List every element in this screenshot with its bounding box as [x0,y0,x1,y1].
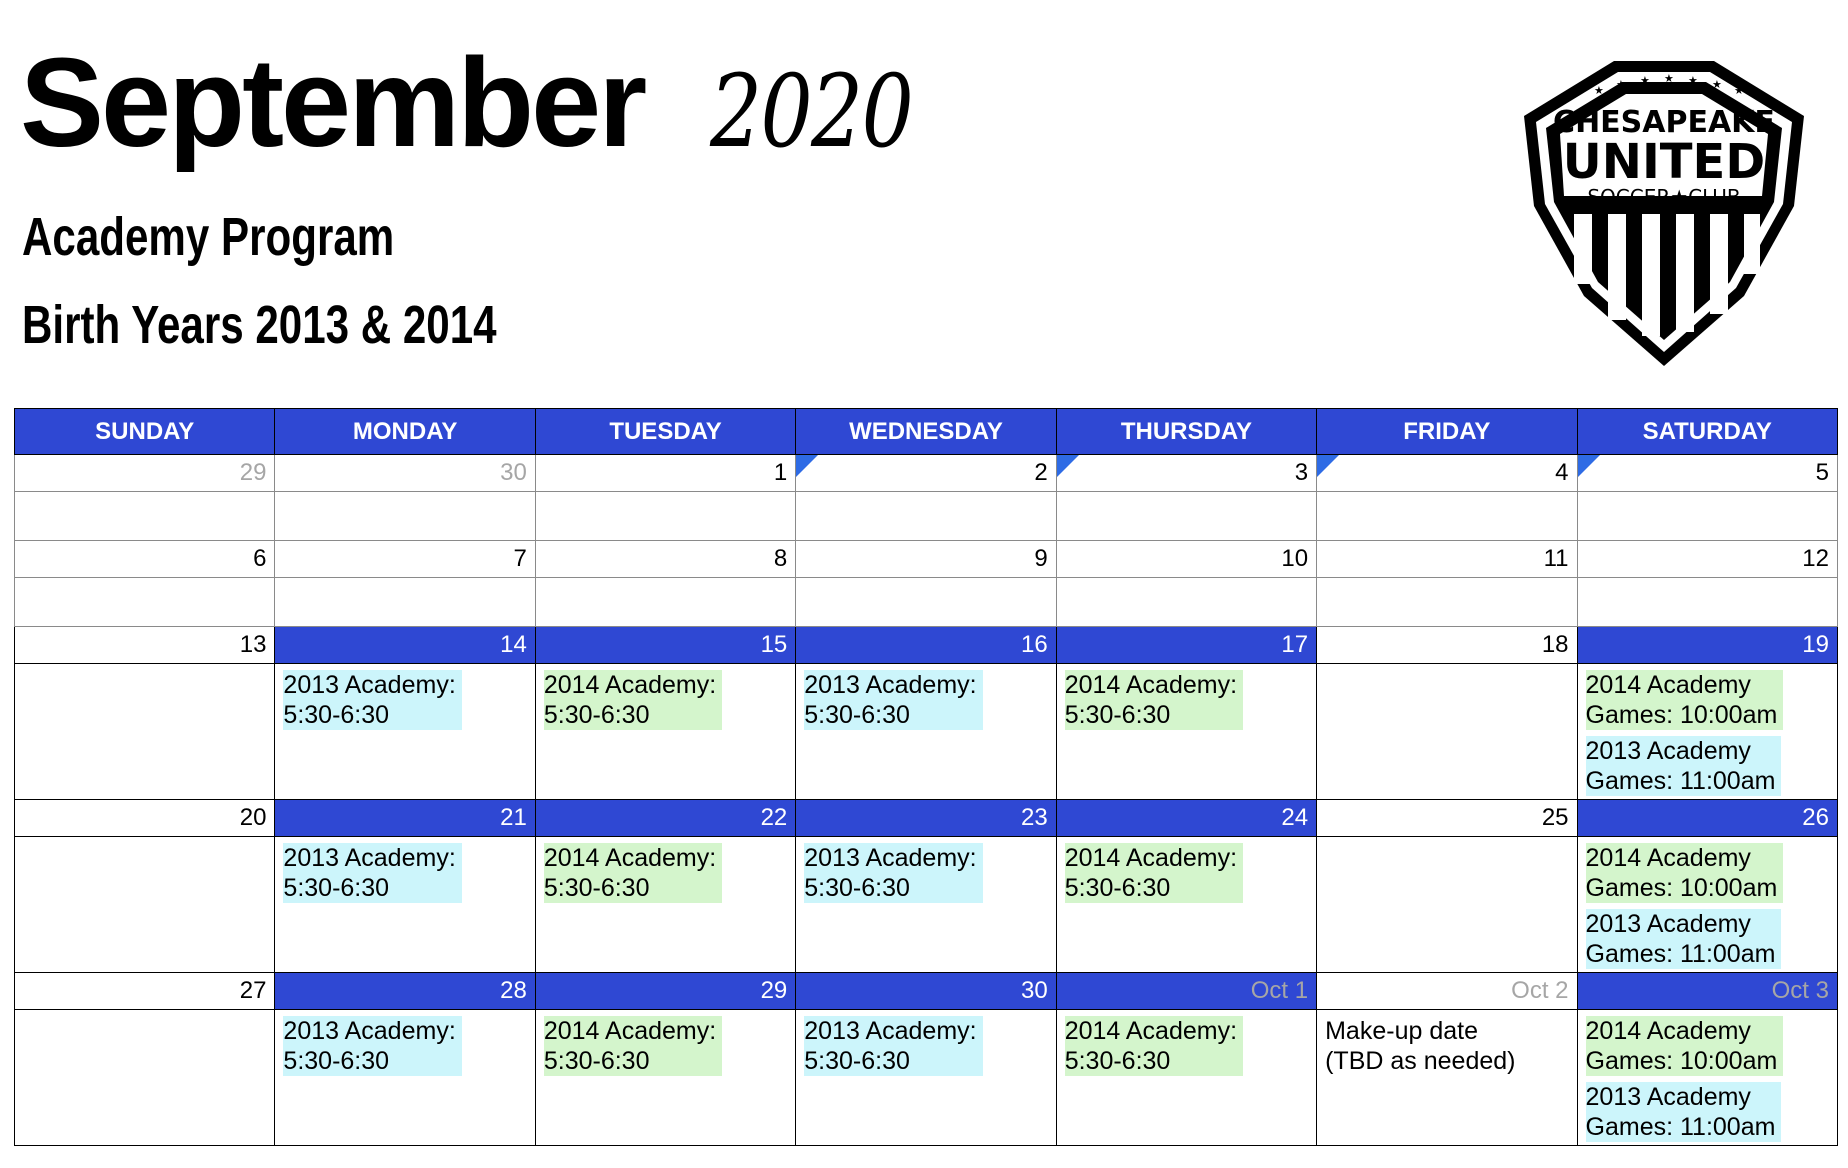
day-cell [275,837,535,973]
event-2013-games: 2013 Academy Games: 11:00am [1586,909,1782,969]
date-number: Oct 1 [1250,977,1309,1004]
program-title: Academy Program [22,207,395,267]
date-number: 4 [1555,459,1569,486]
day-cell [1317,492,1577,541]
day-cell [535,664,795,800]
logo-text-chesapeake: CHESAPEAKE [1553,105,1775,140]
day-cell [1577,664,1837,800]
week-4-events [15,837,1838,973]
event-2014-practice: 2014 Academy: 5:30-6:30 [1065,1016,1243,1076]
day-cell [1317,837,1577,973]
date-cell [15,455,275,492]
weekday-saturday: SATURDAY [1577,409,1837,455]
date-cell [1577,627,1837,664]
date-cell [275,455,535,492]
date-number: 29 [760,977,788,1004]
event-2014-games: 2014 Academy Games: 10:00am [1586,1016,1784,1076]
date-number: 26 [1802,804,1829,831]
date-cell [1317,455,1577,492]
svg-text:★: ★ [1712,78,1722,91]
week-3-events [15,664,1838,800]
date-cell [796,627,1056,664]
date-number: 24 [1281,804,1309,831]
day-cell [1056,578,1316,627]
date-cell [1056,973,1316,1010]
day-cell [1317,1010,1577,1146]
weekday-header-row [15,409,1838,455]
day-cell [275,578,535,627]
date-cell [535,627,795,664]
date-number: 11 [1543,545,1569,572]
date-number: 17 [1281,631,1309,658]
day-cell [796,664,1056,800]
logo-text-soccer-club: SOCCER★CLUB [1587,185,1741,209]
event-2013-games: 2013 Academy Games: 11:00am [1586,1082,1782,1142]
calendar-grid [14,408,1838,1146]
date-number: 29 [239,459,267,486]
week-1-events [15,492,1838,541]
week-2-events [15,578,1838,627]
event-2014-practice: 2014 Academy: 5:30-6:30 [1065,843,1243,903]
day-cell [275,664,535,800]
date-cell [275,800,535,837]
date-number: 19 [1802,631,1829,658]
comment-flag-icon [1578,455,1600,477]
weekday-monday: MONDAY [275,409,535,455]
day-cell [796,1010,1056,1146]
date-number: 2 [1034,459,1048,486]
day-cell [796,837,1056,973]
date-number: 14 [500,631,527,658]
event-2013-practice: 2013 Academy: 5:30-6:30 [804,670,982,730]
date-number: 3 [1294,459,1309,486]
event-2013-practice: 2013 Academy: 5:30-6:30 [283,843,461,903]
event-2013-practice: 2013 Academy: 5:30-6:30 [283,670,461,730]
date-number: 13 [239,631,267,658]
month-title: September [20,32,645,173]
club-logo [1494,46,1834,376]
day-cell [1056,837,1316,973]
day-cell [15,578,275,627]
day-cell [15,1010,275,1146]
date-cell [275,973,535,1010]
svg-text:★: ★ [1734,84,1744,97]
date-cell [1056,541,1316,578]
svg-text:★: ★ [1594,84,1604,97]
date-cell [1317,541,1577,578]
event-2014-games: 2014 Academy Games: 10:00am [1586,843,1784,903]
day-cell [796,578,1056,627]
day-cell [1317,578,1577,627]
date-cell [1317,800,1577,837]
svg-text:★: ★ [1664,72,1674,85]
day-cell [535,1010,795,1146]
svg-text:★: ★ [1640,74,1650,87]
event-2014-practice: 2014 Academy: 5:30-6:30 [1065,670,1243,730]
week-1-dates [15,455,1838,492]
date-number: 27 [239,977,267,1004]
date-cell [796,541,1056,578]
day-cell [1056,492,1316,541]
date-number: Oct 2 [1511,977,1569,1004]
day-cell [15,837,275,973]
svg-text:★: ★ [1688,74,1698,87]
event-2013-games: 2013 Academy Games: 11:00am [1586,736,1782,796]
date-cell [535,973,795,1010]
date-cell [1056,455,1316,492]
week-4-dates [15,800,1838,837]
date-number: 30 [500,459,527,486]
event-2014-practice: 2014 Academy: 5:30-6:30 [544,1016,722,1076]
date-cell [1056,800,1316,837]
day-cell [275,1010,535,1146]
date-cell [1577,541,1837,578]
date-cell [535,455,795,492]
date-number: 28 [500,977,527,1004]
day-cell [535,837,795,973]
day-cell [1056,1010,1316,1146]
comment-flag-icon [1057,455,1079,477]
day-cell [535,492,795,541]
week-5-dates [15,973,1838,1010]
date-cell [1577,800,1837,837]
week-2-dates [15,541,1838,578]
date-number: 5 [1815,459,1829,486]
svg-text:★: ★ [1616,78,1626,91]
event-2014-practice: 2014 Academy: 5:30-6:30 [544,670,722,730]
day-cell [275,492,535,541]
date-cell [15,800,275,837]
date-number: 9 [1034,545,1048,572]
date-cell [275,541,535,578]
logo-text-united: UNITED [1562,134,1766,190]
event-make-up-date: Make-up date (TBD as needed) [1325,1017,1516,1075]
date-cell [535,800,795,837]
date-number: 20 [239,804,267,831]
date-cell [796,800,1056,837]
date-number: 21 [500,804,527,831]
date-number: 10 [1281,545,1309,572]
date-cell [1577,973,1837,1010]
day-cell [1577,837,1837,973]
date-number: 30 [1020,977,1048,1004]
date-cell [796,973,1056,1010]
day-cell [15,492,275,541]
day-cell [1577,578,1837,627]
day-cell [1577,1010,1837,1146]
event-2014-games: 2014 Academy Games: 10:00am [1586,670,1784,730]
calendar [14,408,1838,1146]
birth-years-title: Birth Years 2013 & 2014 [22,295,497,355]
date-cell [1317,973,1577,1010]
date-number: 1 [773,459,788,486]
date-number: 23 [1020,804,1048,831]
date-cell [1577,455,1837,492]
date-number: 18 [1541,631,1569,658]
day-cell [535,578,795,627]
event-2013-practice: 2013 Academy: 5:30-6:30 [804,843,982,903]
event-2014-practice: 2014 Academy: 5:30-6:30 [544,843,722,903]
week-3-dates [15,627,1838,664]
date-number: Oct 3 [1771,977,1829,1004]
date-cell [1056,627,1316,664]
date-cell [535,541,795,578]
weekday-friday: FRIDAY [1317,409,1577,455]
day-cell [15,664,275,800]
date-number: 7 [513,545,527,572]
date-number: 8 [773,545,788,572]
date-number: 16 [1020,631,1048,658]
comment-flag-icon [1317,455,1339,477]
day-cell [1056,664,1316,800]
weekday-sunday: SUNDAY [15,409,275,455]
weekday-tuesday: TUESDAY [535,409,795,455]
date-number: 22 [760,804,788,831]
date-number: 25 [1541,804,1569,831]
date-cell [275,627,535,664]
day-cell [796,492,1056,541]
date-cell [15,973,275,1010]
date-cell [15,627,275,664]
weekday-wednesday: WEDNESDAY [796,409,1056,455]
date-cell [1317,627,1577,664]
event-2013-practice: 2013 Academy: 5:30-6:30 [283,1016,461,1076]
comment-flag-icon [796,455,818,477]
week-5-events [15,1010,1838,1146]
year-title: 2020 [710,53,913,170]
date-cell [15,541,275,578]
event-2013-practice: 2013 Academy: 5:30-6:30 [804,1016,982,1076]
day-cell [1577,492,1837,541]
date-cell [796,455,1056,492]
day-cell [1317,664,1577,800]
date-number: 15 [760,631,788,658]
weekday-thursday: THURSDAY [1056,409,1316,455]
date-number: 12 [1802,545,1829,572]
date-number: 6 [253,545,267,572]
